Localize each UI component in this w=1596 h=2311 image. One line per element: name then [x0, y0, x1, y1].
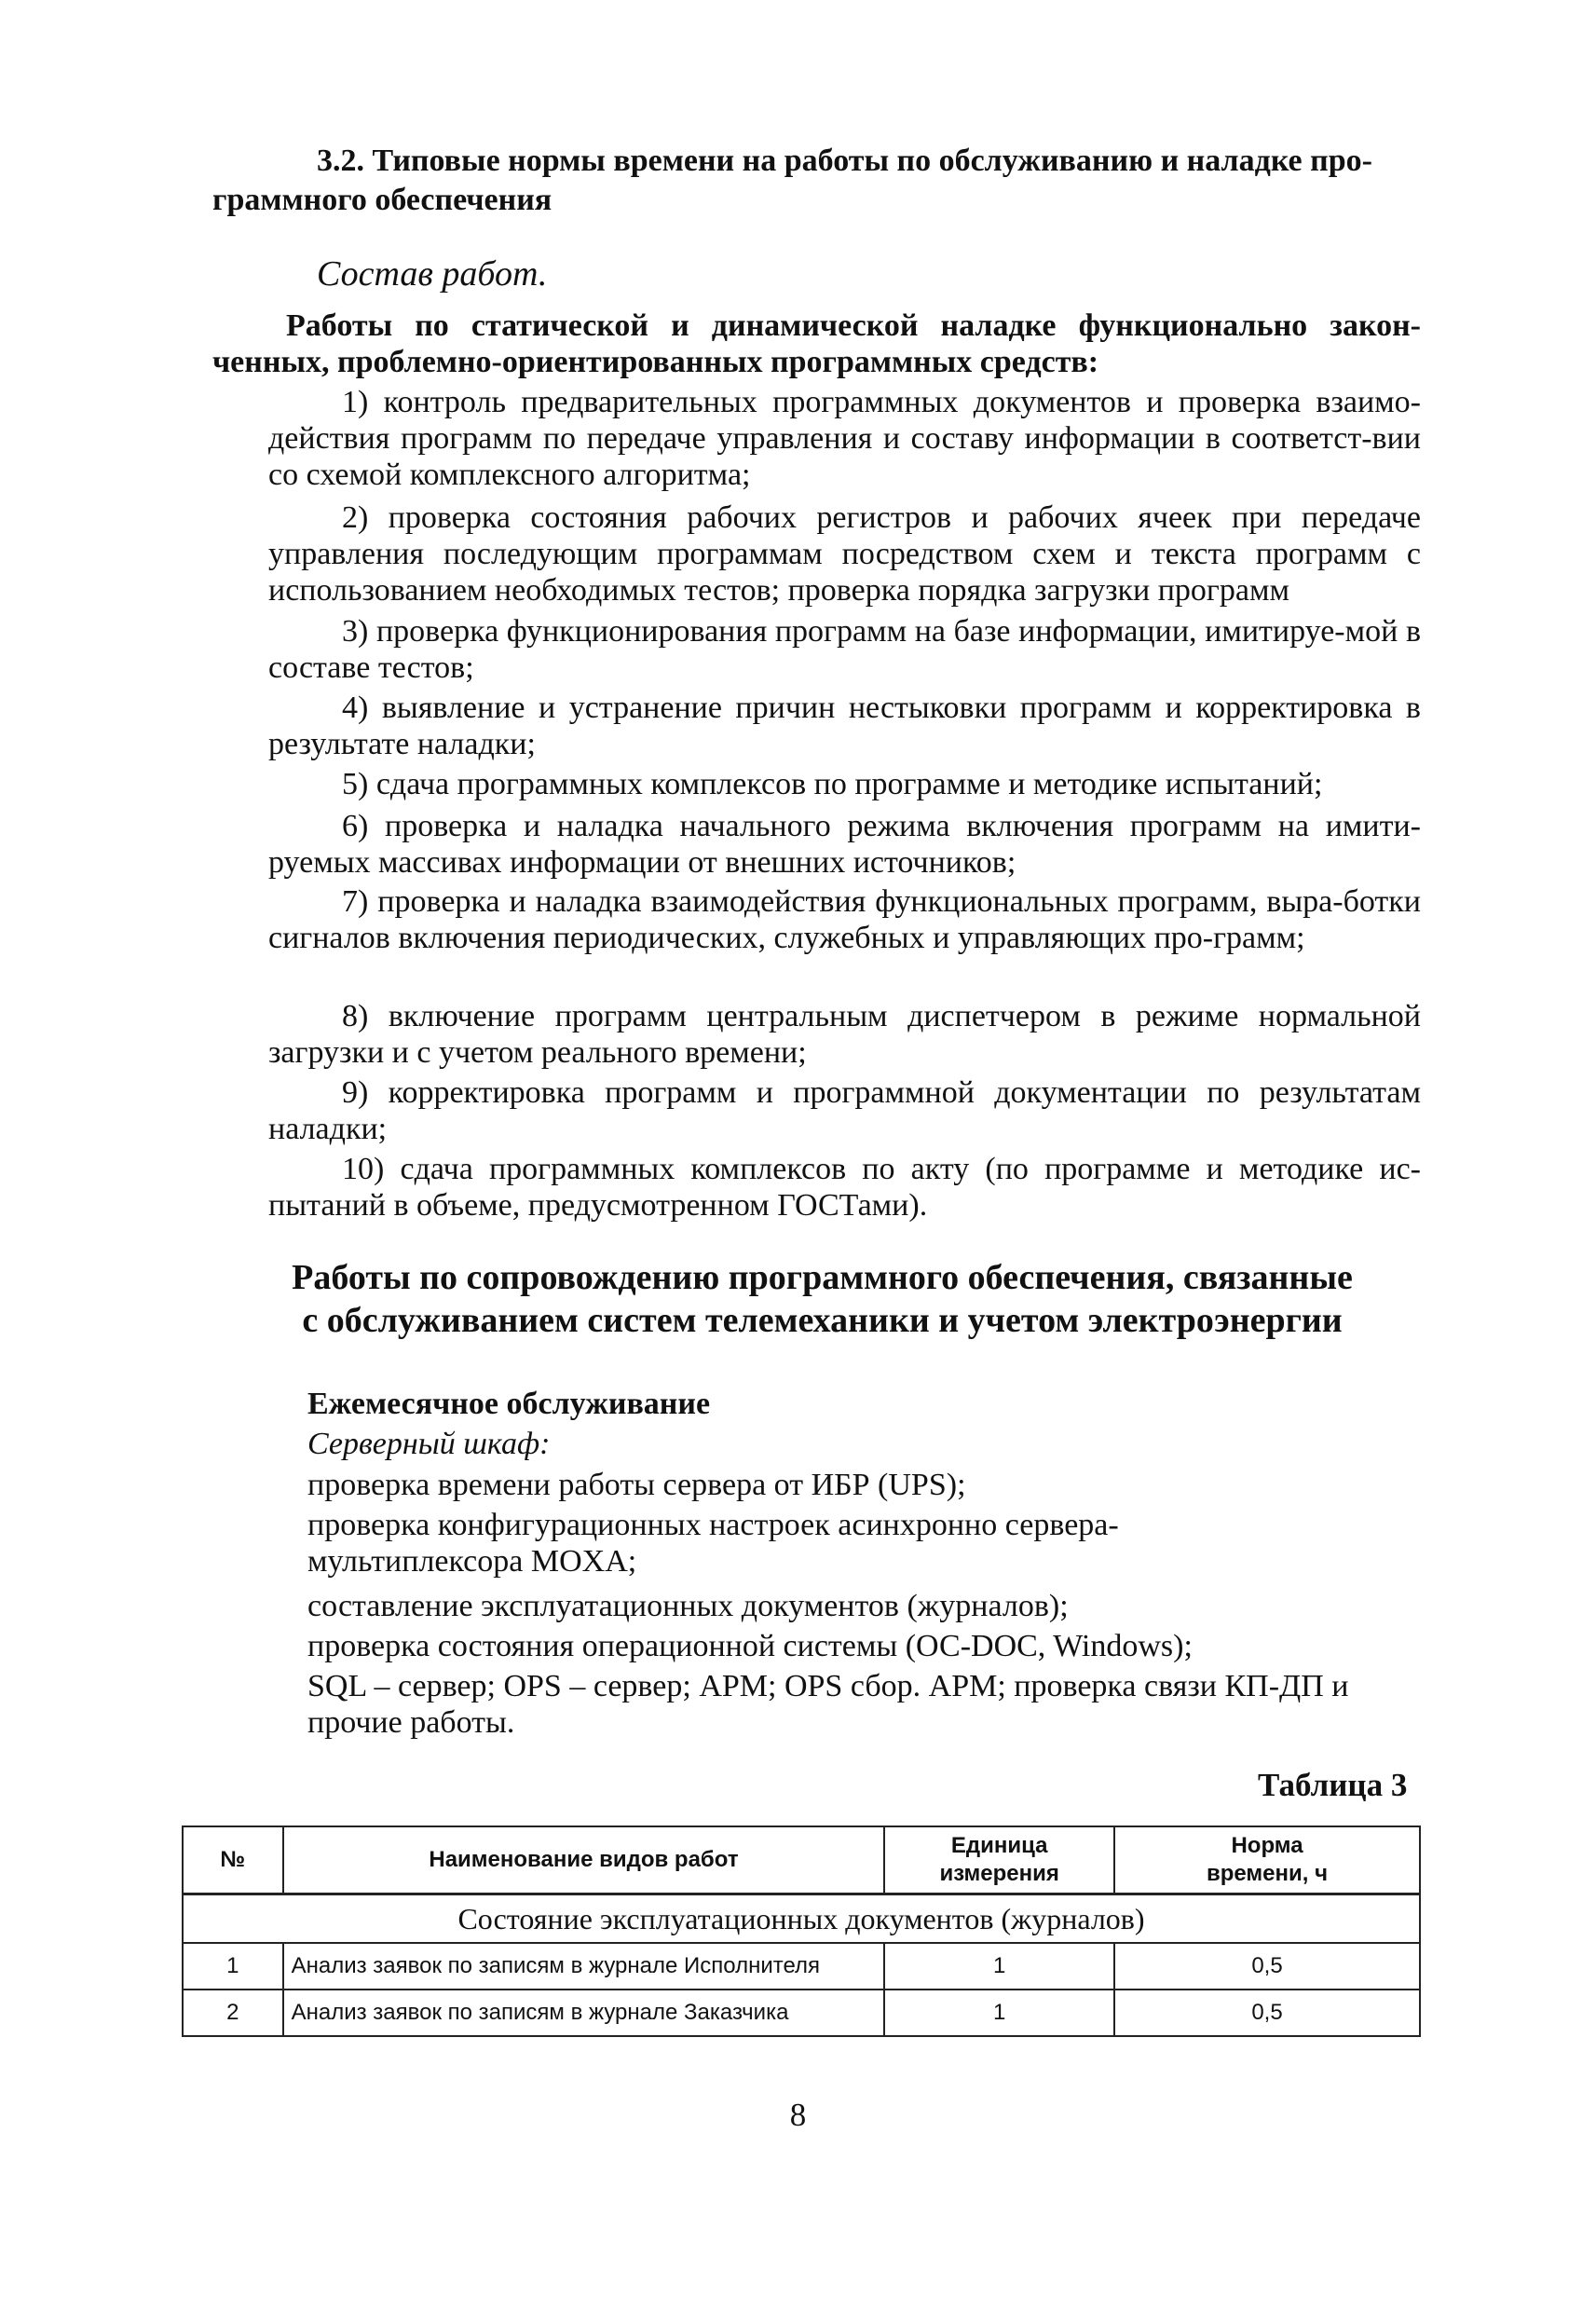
composition-item-7: 7) проверка и наладка взаимодействия функциональных программ, выра-ботки сигналов включения периодических, служебных и управляющих про-грамм;: [268, 884, 1421, 955]
composition-item-1: 1) контроль предварительных программных документов и проверка взаимо-действия программ по передаче управления и составу информации в соответст-вии со схемой комплексного алгоритма;: [268, 385, 1421, 492]
section-heading-line2: граммного обеспечения: [212, 183, 552, 217]
section-heading: [317, 143, 1421, 179]
support-line-2: проверка конфигурационных настроек асинхронно сервера-мультиплексора MOXA;: [307, 1508, 1119, 1579]
table-header-row: [183, 1826, 1420, 1894]
page-number: 8: [789, 2097, 807, 2133]
row-norm: 0,5: [1114, 1990, 1420, 2036]
composition-item-3: 3) проверка функционирования программ на базе информации, имитируе-мой в составе тестов;: [268, 614, 1421, 685]
header-num: №: [183, 1826, 283, 1894]
header-unit-line1: Единица: [950, 1833, 1048, 1858]
server-cabinet-label: Серверный шкаф:: [307, 1427, 551, 1461]
header-norm-line2: времени, ч: [1206, 1861, 1329, 1886]
row-num: 1: [183, 1943, 283, 1990]
row-name: Анализ заявок по записям в журнале Исполнителя: [283, 1943, 885, 1990]
table-title: Таблица 3: [1258, 1767, 1408, 1803]
support-line-4: проверка состояния операционной системы (ОС-DOC, Windows);: [307, 1629, 1193, 1663]
composition-label: Состав работ.: [317, 254, 548, 294]
section-heading-cont: [212, 182, 1421, 218]
table-row: [183, 1990, 1420, 2036]
header-name: Наименование видов работ: [283, 1826, 885, 1894]
table-section-title: Состояние эксплуатационных документов (журналов): [183, 1894, 1420, 1944]
monthly-service-heading: Ежемесячное обслуживание: [307, 1387, 711, 1421]
composition-item-8: 8) включение программ центральным диспетчером в режиме нормальной загрузки и с учетом реального времени;: [268, 999, 1421, 1070]
row-num: 2: [183, 1990, 283, 2036]
support-line-5: SQL – сервер; OPS – сервер; АРМ; OPS сбор. АРМ; проверка связи КП-ДП и прочие работы.: [307, 1669, 1349, 1740]
header-norm-line1: Норма: [1231, 1833, 1303, 1858]
support-heading-line2: с обслуживанием систем телемеханики и учетом электроэнергии: [302, 1301, 1343, 1340]
support-heading-line1: Работы по сопровождению программного обеспечения, связанные: [292, 1258, 1353, 1297]
composition-intro: Работы по статической и динамической наладке функционально закон-ченных, проблемно-ориентированных программных средств:: [212, 308, 1421, 379]
support-line-3: составление эксплуатационных документов (журналов);: [307, 1589, 1069, 1623]
support-heading: [224, 1256, 1421, 1342]
row-unit: 1: [884, 1990, 1114, 2036]
row-norm: 0,5: [1114, 1943, 1420, 1990]
composition-item-2: 2) проверка состояния рабочих регистров и рабочих ячеек при передаче управления последующим программам посредством схем и текста программ с использованием необходимых тестов; проверка порядка загрузки программ: [268, 500, 1421, 608]
row-unit: 1: [884, 1943, 1114, 1990]
composition-item-9: 9) корректировка программ и программной документации по результатам наладки;: [268, 1075, 1421, 1146]
composition-item-4: 4) выявление и устранение причин нестыковки программ и корректировка в результате наладки;: [268, 691, 1421, 761]
norms-table: [182, 1826, 1421, 2037]
section-heading-line1: 3.2. Типовые нормы времени на работы по обслуживанию и наладке про-: [317, 144, 1372, 178]
composition-item-5: 5) сдача программных комплексов по программе и методике испытаний;: [342, 767, 1323, 801]
table-section-row: [183, 1894, 1420, 1944]
composition-item-10: 10) сдача программных комплексов по акту (по программе и методике ис-пытаний в объеме, предусмотренном ГОСТами).: [268, 1152, 1421, 1223]
composition-item-6: 6) проверка и наладка начального режима включения программ на имити-руемых массивах информации от внешних источников;: [268, 809, 1421, 880]
header-unit: [884, 1826, 1114, 1894]
header-norm: [1114, 1826, 1420, 1894]
row-name: Анализ заявок по записям в журнале Заказчика: [283, 1990, 885, 2036]
table-row: [183, 1943, 1420, 1990]
support-line-1: проверка времени работы сервера от ИБР (UPS);: [307, 1468, 966, 1502]
header-unit-line2: измерения: [939, 1861, 1059, 1886]
